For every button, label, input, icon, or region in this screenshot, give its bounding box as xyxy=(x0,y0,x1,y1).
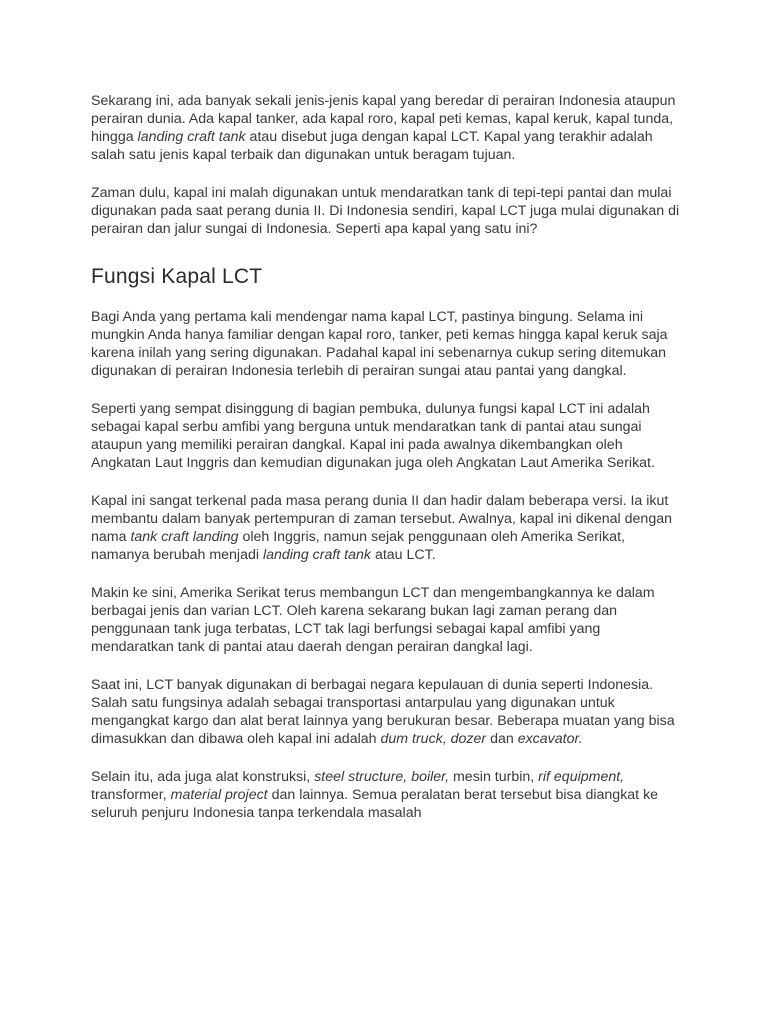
section-heading: Fungsi Kapal LCT xyxy=(91,265,263,288)
emphasis-term: steel structure, boiler, xyxy=(314,769,450,785)
body-paragraph-6: Selain itu, ada juga alat konstruksi, steel structure, boiler, mesin turbin, rif equipment, transformer, material project dan lainnya. Semua peralatan berat tersebut bisa diangkat ke seluruh penjuru Indonesia tanpa terkendala masalah xyxy=(91,769,659,821)
emphasis-term: dum truck, dozer xyxy=(380,731,487,747)
body-paragraph-5: Saat ini, LCT banyak digunakan di berbagai negara kepulauan di dunia seperti Indonesia. Salah satu fungsinya adalah sebagai transportasi antarpulau yang digunakan untuk mengangkat kargo dan alat berat lainnya yang berukuran besar. Beberapa muatan yang bisa dimasukkan dan dibawa oleh kapal ini adalah dum truck, dozer dan excavator. xyxy=(91,677,675,747)
body-paragraph-3: Kapal ini sangat terkenal pada masa perang dunia II dan hadir dalam beberapa versi. Ia ikut membantu dalam banyak pertempuran di zaman tersebut. Awalnya, kapal ini dikenal dengan nama tank craft landing oleh Inggris, namun sejak penggunaan oleh Amerika Serikat, namanya berubah menjadi landing craft tank atau LCT. xyxy=(91,493,672,563)
emphasis-term: landing craft tank xyxy=(137,129,246,145)
emphasis-term: material project xyxy=(170,787,268,803)
emphasis-term: landing craft tank xyxy=(262,547,372,563)
emphasis-term: tank craft landing xyxy=(130,529,239,545)
body-paragraph-2: Seperti yang sempat disinggung di bagian pembuka, dulunya fungsi kapal LCT ini adalah sebagai kapal serbu amfibi yang berguna untuk mendaratkan tank di pantai atau sungai ataupun yang memiliki perairan dangkal. Kapal ini pada awalnya dikembangkan oleh Angkatan Laut Inggris dan kemudian digunakan juga oleh Angkatan Laut Amerika Serikat. xyxy=(91,401,655,471)
intro-paragraph-1: Sekarang ini, ada banyak sekali jenis-jenis kapal yang beredar di perairan Indonesia ataupun perairan dunia. Ada kapal tanker, ada kapal roro, kapal peti kemas, kapal keruk, kapal tunda, hingga landing craft tank atau disebut juga dengan kapal LCT. Kapal yang terakhir adalah salah satu jenis kapal terbaik dan digunakan untuk beragam tujuan. xyxy=(91,93,676,163)
intro-paragraph-2: Zaman dulu, kapal ini malah digunakan untuk mendaratkan tank di tepi-tepi pantai dan mulai digunakan pada saat perang dunia II. Di Indonesia sendiri, kapal LCT juga mulai digunakan di perairan dan jalur sungai di Indonesia. Seperti apa kapal yang satu ini? xyxy=(91,185,680,237)
body-paragraph-1: Bagi Anda yang pertama kali mendengar nama kapal LCT, pastinya bingung. Selama ini mungkin Anda hanya familiar dengan kapal roro, tanker, peti kemas hingga kapal keruk saja karena inilah yang sering digunakan. Padahal kapal ini sebenarnya cukup sering ditemukan digunakan di perairan Indonesia terlebih di perairan sungai atau pantai yang dangkal. xyxy=(91,309,668,379)
emphasis-term: rif equipment, xyxy=(538,769,625,785)
emphasis-term: excavator. xyxy=(517,731,583,747)
body-paragraph-4: Makin ke sini, Amerika Serikat terus membangun LCT dan mengembangkannya ke dalam berbagai jenis dan varian LCT. Oleh karena sekarang bukan lagi zaman perang dan penggunaan tank juga terbatas, LCT tak lagi berfungsi sebagai kapal amfibi yang mendaratkan tank di pantai atau daerah dengan perairan dangkal lagi. xyxy=(91,585,655,655)
article xyxy=(91,92,681,842)
